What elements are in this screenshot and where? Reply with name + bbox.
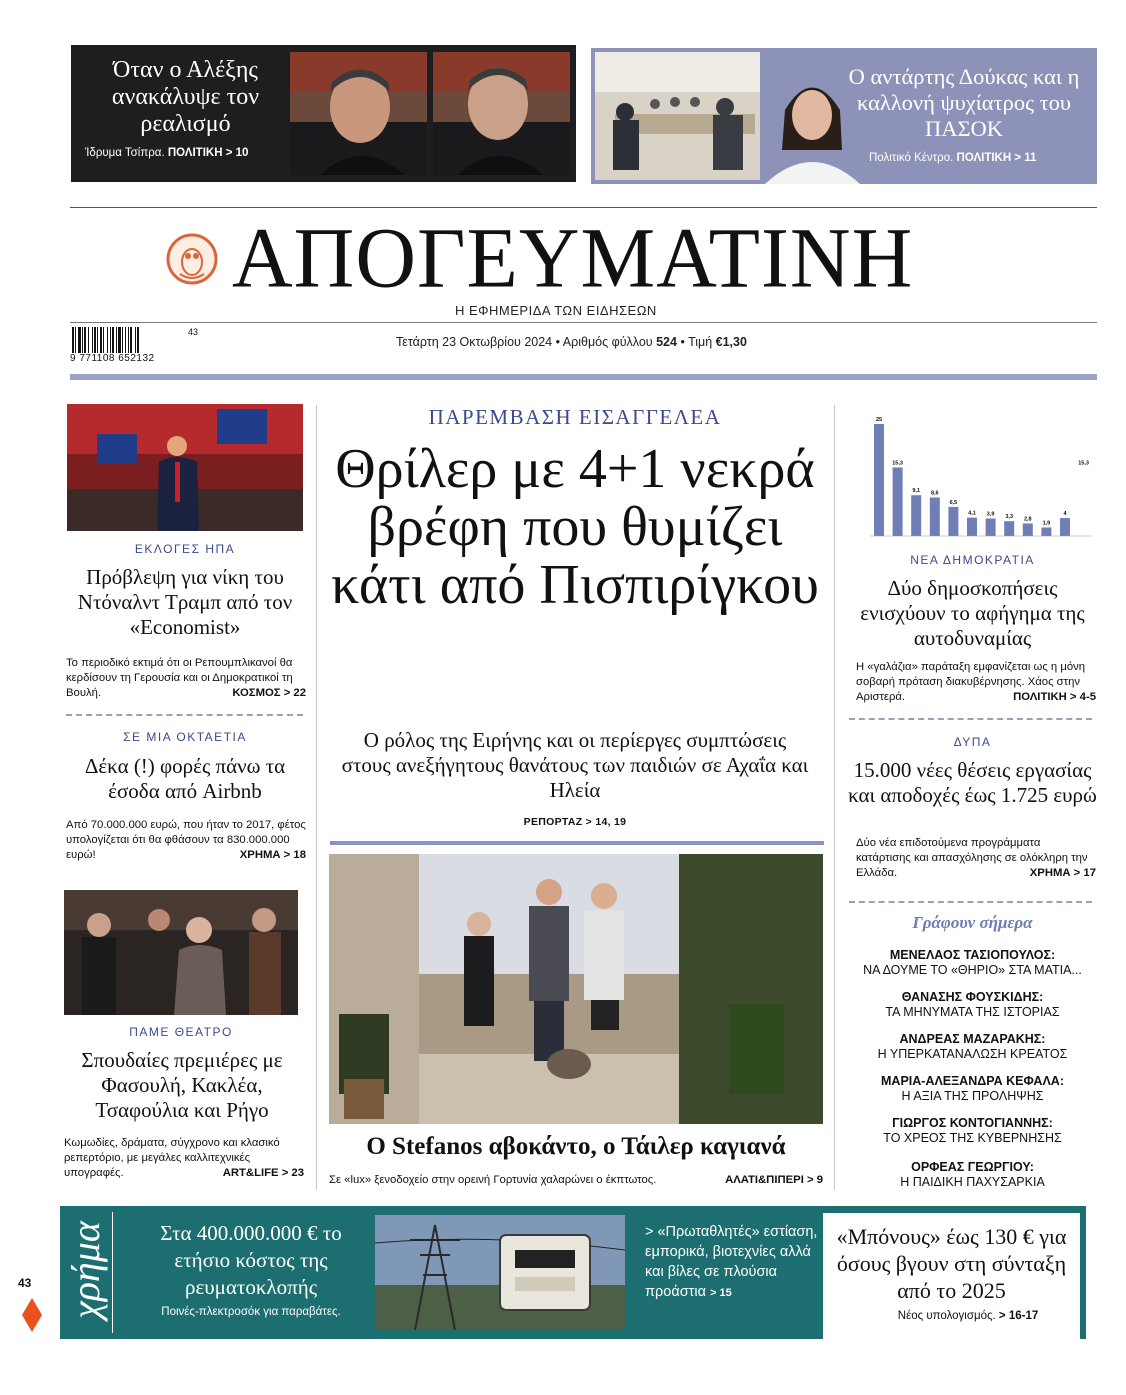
band-pension-box[interactable] bbox=[823, 1213, 1080, 1339]
promo-right-headline: Ο αντάρτης Δούκας και η καλλονή ψυχίατρος του ΠΑΣΟΚ bbox=[848, 64, 1080, 141]
promo-box-right[interactable] bbox=[591, 48, 1097, 184]
barcode-bar bbox=[92, 327, 93, 353]
left-story2-headline[interactable]: Δέκα (!) φορές πάνω τα έσοδα από Airbnb bbox=[84, 754, 286, 803]
poll-bar bbox=[948, 507, 958, 536]
masthead-top-rule bbox=[70, 207, 1097, 208]
writer-item[interactable] bbox=[845, 1074, 1100, 1104]
barcode-bar bbox=[130, 327, 132, 353]
poll-value-label: 1,9 bbox=[1042, 520, 1051, 527]
band-story2-text[interactable]: > «Πρωταθλητές» εστίαση, εμπορικά, βιοτεχνίες αλλά και βίλες σε πλούσια προάστια > 15 bbox=[645, 1224, 818, 1300]
column-rule-left bbox=[316, 405, 317, 1190]
writer-topic: ΤΟ ΧΡΕΟΣ ΤΗΣ ΚΥΒΕΡΝΗΣΗΣ bbox=[883, 1131, 1062, 1145]
poll-value-label: 8,6 bbox=[930, 490, 939, 497]
barcode-bar bbox=[88, 327, 89, 353]
barcode-bar bbox=[137, 327, 139, 353]
right-story2-headline[interactable]: 15.000 νέες θέσεις εργασίας και αποδοχές έως 1.725 ευρώ bbox=[848, 758, 1097, 807]
poll-value-label: 3,9 bbox=[986, 511, 995, 518]
left-story1-kicker: ΕΚΛΟΓΕΣ ΗΠΑ bbox=[134, 542, 236, 556]
left-story2-kicker: ΣΕ ΜΙΑ ΟΚΤΑΕΤΙΑ bbox=[123, 730, 247, 744]
poll-bar bbox=[1060, 518, 1070, 536]
writer-topic: Η ΑΞΙΑ ΤΗΣ ΠΡΟΛΗΨΗΣ bbox=[901, 1089, 1044, 1103]
writer-topic: Η ΠΑΙΔΙΚΗ ΠΑΧΥΣΑΡΚΙΑ bbox=[900, 1175, 1045, 1189]
barcode-bar bbox=[94, 327, 96, 353]
main-deck: Ο ρόλος της Ειρήνης και οι περίεργες συμπτώσεις στους ανεξήγητους θανάτους των παιδιών σε Αχαΐα και Ηλεία bbox=[341, 728, 809, 802]
promo-left-subline: Ίδρυμα Τσίπρα. ΠΟΛΙΤΙΚΗ > 10 bbox=[85, 147, 249, 159]
barcode-bar bbox=[125, 327, 126, 353]
barcode-bar bbox=[112, 327, 114, 353]
left-story1-body: Το περιοδικό εκτιμά ότι οι Ρεπουμπλικανοί θα κερδίσουν τη Γερουσία και οι Δημοκρατικοί τη Βουλή. ΚΟΣΜΟΣ > 22 bbox=[66, 657, 306, 699]
diamond-marker-icon bbox=[22, 1298, 42, 1332]
masthead-title: ΑΠΟΓΕΥΜΑΤΙΝΗ bbox=[232, 211, 914, 306]
barcode-bar bbox=[122, 327, 123, 353]
promo-right-subline: Πολιτικό Κέντρο. ΠΟΛΙΤΙΚΗ > 11 bbox=[869, 152, 1037, 164]
writer-name: ΘΑΝΑΣΗΣ ΦΟΥΣΚΙΔΗΣ: bbox=[901, 990, 1044, 1004]
pension-sub: Νέος υπολογισμός. > 16-17 bbox=[897, 1310, 1039, 1322]
left-divider-1 bbox=[66, 714, 303, 716]
column-rule-right bbox=[834, 405, 835, 1190]
barcode-bar bbox=[84, 327, 86, 353]
poll-value-label: 3,3 bbox=[1005, 514, 1014, 521]
money-section-label: χρήμα bbox=[63, 1221, 108, 1319]
promo-left-headline: Όταν ο Αλέξης ανακάλυψε τον ρεαλισμό bbox=[111, 57, 260, 137]
poll-bar bbox=[874, 424, 884, 536]
poll-bar bbox=[967, 518, 977, 536]
pension-headline: «Μπόνους» έως 130 € για όσους βγουν στη σύνταξη από το 2025 bbox=[836, 1224, 1067, 1303]
barcode-bar bbox=[100, 327, 102, 353]
writer-name: ΟΡΦΕΑΣ ΓΕΩΡΓΙΟΥ: bbox=[911, 1160, 1034, 1174]
issue-line: Τετάρτη 23 Οκτωβρίου 2024 • Αριθμός φύλλου 524 • Τιμή €1,30 bbox=[396, 335, 747, 349]
poll-value-label: 6,5 bbox=[949, 499, 958, 506]
writer-item[interactable] bbox=[845, 1116, 1100, 1146]
right-story2-body: Δύο νέα επιδοτούμενα προγράμματα κατάρτισης και απασχόλησης σε ολόκληρη την Ελλάδα. ΧΡΗΜΑ > 17 bbox=[856, 837, 1096, 879]
writer-item[interactable] bbox=[845, 990, 1100, 1020]
poll-bar bbox=[893, 467, 903, 536]
poll-bar bbox=[930, 497, 940, 536]
main-photo-rule bbox=[330, 841, 824, 845]
writer-item[interactable] bbox=[845, 1160, 1100, 1190]
barcode-bar bbox=[135, 327, 136, 353]
writer-name: ΜΑΡΙΑ-ΑΛΕΞΑΝΔΡΑ ΚΕΦΑΛΑ: bbox=[881, 1074, 1064, 1088]
right-story1-headline[interactable]: Δύο δημοσκοπήσεις ενισχύουν το αφήγημα της αυτοδυναμίας bbox=[860, 576, 1085, 650]
writer-topic: ΝΑ ΔΟΥΜΕ ΤΟ «ΘΗΡΙΟ» ΣΤΑ ΜΑΤΙΑ... bbox=[863, 963, 1082, 977]
main-headline[interactable]: Θρίλερ με 4+1 νεκρά βρέφη που θυμίζει κάτι από Πισπιρίγκου bbox=[331, 438, 819, 616]
page-number: 43 bbox=[18, 1276, 32, 1290]
poll-value-label: 25 bbox=[875, 417, 883, 423]
writer-name: ΜΕΝΕΛΑΟΣ ΤΑΣΙΟΠΟΥΛΟΣ: bbox=[889, 948, 1056, 962]
promo-right-photo-meeting bbox=[595, 52, 760, 180]
masthead-mid-rule bbox=[70, 322, 1097, 323]
owl-logo-icon bbox=[166, 226, 218, 292]
main-kicker: ΠΑΡΕΜΒΑΣΗ ΕΙΣΑΓΓΕΛΕΑ bbox=[428, 405, 722, 429]
promo-left-photo-2 bbox=[433, 52, 570, 175]
barcode-issue: 43 bbox=[188, 327, 199, 337]
left-story3-body: Κωμωδίες, δράματα, σύγχρονο και κλασικό ρεπερτόριο, με μεγάλες καλλιτεχνικές υπογραφές. ART&LIFE > 23 bbox=[64, 1137, 304, 1179]
poll-bar bbox=[1023, 523, 1033, 536]
barcode-bar bbox=[118, 327, 121, 353]
writer-name: ΑΝΔΡΕΑΣ ΜΑΖΑΡΑΚΗΣ: bbox=[899, 1032, 1046, 1046]
main-ref: ΡΕΠΟΡΤΑΖ > 14, 19 bbox=[523, 816, 627, 828]
poll-bar-chart bbox=[852, 404, 1098, 544]
poll-value-label: 15,3 bbox=[1078, 460, 1089, 467]
band-story1-headline[interactable]: Στα 400.000.000 € το ετήσιο κόστος της ρευματοκλοπής bbox=[160, 1221, 342, 1299]
poll-bar bbox=[1004, 521, 1014, 536]
power-meter-photo bbox=[375, 1215, 625, 1330]
right-divider-2 bbox=[849, 901, 1092, 903]
band-story1-sub: Ποινές-πλεκτροσόκ για παραβάτες. bbox=[161, 1306, 341, 1318]
poll-bar bbox=[1041, 527, 1051, 536]
promo-left-photo-1 bbox=[290, 52, 427, 175]
barcode-number: 9 771108 652132 bbox=[70, 353, 155, 364]
stefanos-photo bbox=[329, 854, 823, 1124]
poll-value-label: 15,3 bbox=[892, 460, 903, 467]
left-story3-headline[interactable]: Σπουδαίες πρεμιέρες με Φασουλή, Κακλέα, Τσαφούλια και Ρήγο bbox=[81, 1048, 283, 1122]
writer-topic: Η ΥΠΕΡΚΑΤΑΝΑΛΩΣΗ ΚΡΕΑΤΟΣ bbox=[877, 1047, 1068, 1061]
barcode-bar bbox=[97, 327, 98, 353]
poll-value-label: 4,1 bbox=[968, 510, 976, 517]
poll-bar bbox=[986, 519, 996, 536]
writer-item[interactable] bbox=[845, 948, 1100, 978]
right-story1-body: Η «γαλάζια» παράταξη εμφανίζεται ως η μόνη σοβαρή πρόταση διακυβέρνησης. Χάος στην Αριστερά. ΠΟΛΙΤΙΚΗ > 4-5 bbox=[856, 661, 1096, 703]
poll-value-label: 4 bbox=[1063, 511, 1067, 518]
barcode-bar bbox=[72, 327, 74, 353]
barcode-bar bbox=[110, 327, 111, 353]
promo-box-left[interactable] bbox=[71, 45, 576, 182]
barcode-bar bbox=[78, 327, 81, 353]
trump-rally-photo bbox=[67, 404, 303, 531]
barcode-bar bbox=[75, 327, 76, 353]
barcode-bar bbox=[82, 327, 83, 353]
barcode-bar bbox=[103, 327, 104, 353]
masthead-subtitle: Η ΕΦΗΜΕΡΙΔΑ ΤΩΝ ΕΙΔΗΣΕΩΝ bbox=[455, 303, 657, 318]
right-story2-kicker: ΔΥΠΑ bbox=[953, 735, 992, 749]
writer-topic: ΤΑ ΜΗΝΥΜΑΤΑ ΤΗΣ ΙΣΤΟΡΙΑΣ bbox=[885, 1005, 1060, 1019]
barcode-bar bbox=[107, 327, 108, 353]
poll-bar bbox=[911, 495, 921, 536]
barcode-bar bbox=[116, 327, 117, 353]
photo-story-body: Σε «lux» ξενοδοχείο στην ορεινή Γορτυνία χαλαρώνει ο έκπτωτος. ΑΛΑΤΙ&ΠΙΠΕΡΙ > 9 bbox=[329, 1174, 823, 1186]
left-story3-kicker: ΠΑΜΕ ΘΕΑΤΡΟ bbox=[129, 1025, 233, 1039]
poll-value-label: 9,1 bbox=[912, 488, 921, 495]
band-divider bbox=[112, 1212, 113, 1333]
photo-story-headline[interactable]: Ο Stefanos αβοκάντο, ο Τάιλερ καγιανά bbox=[366, 1133, 786, 1160]
barcode-bar bbox=[128, 327, 129, 353]
writer-item[interactable] bbox=[845, 1032, 1100, 1062]
theatre-photo bbox=[64, 890, 298, 1015]
masthead-bottom-bar bbox=[70, 374, 1097, 380]
right-divider-1 bbox=[849, 718, 1092, 720]
barcode bbox=[70, 327, 202, 365]
poll-value-label: 2,8 bbox=[1023, 516, 1032, 523]
poll-bar bbox=[1079, 467, 1089, 536]
left-story1-headline[interactable]: Πρόβλεψη για νίκη του Ντόναλντ Τραμπ από τον «Economist» bbox=[77, 565, 293, 639]
writer-name: ΓΙΩΡΓΟΣ ΚΟΝΤΟΓΙΑΝΝΗΣ: bbox=[892, 1116, 1053, 1130]
left-story2-body: Από 70.000.000 ευρώ, που ήταν το 2017, φέτος υπολογίζεται ότι θα φθάσουν τα 830.000.000 ευρώ! ΧΡΗΜΑ > 18 bbox=[66, 819, 306, 861]
writers-title: Γράφουν σήμερα bbox=[912, 913, 1033, 932]
right-story1-kicker: ΝΕΑ ΔΗΜΟΚΡΑΤΙΑ bbox=[910, 553, 1035, 567]
